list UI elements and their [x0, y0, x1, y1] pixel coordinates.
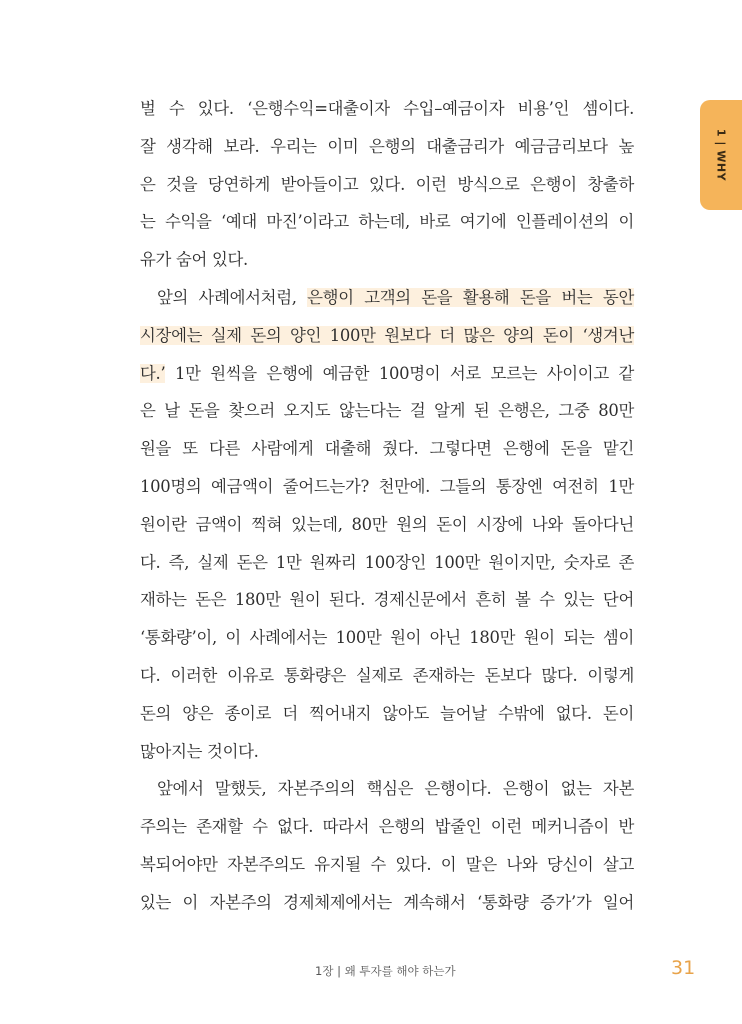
text-segment: ‘통화량’이, 이 사례에서는 100만 원이 아닌 180만 원이 되는 셈이	[140, 628, 634, 648]
text-segment: 은 것을 당연하게 받아들이고 있다. 이런 방식으로 은행이 창출하	[140, 174, 634, 194]
text-segment: 앞에서 말했듯, 자본주의의 핵심은 은행이다. 은행이 없는 자본	[157, 779, 634, 799]
text-line	[140, 241, 634, 279]
text-line	[140, 392, 634, 430]
text-line	[140, 128, 634, 166]
text-segment: 원이란 금액이 찍혀 있는데, 80만 원의 돈이 시장에 나와 돌아다닌	[140, 514, 634, 534]
text-segment: 은 날 돈을 찾으러 오지도 않는다는 걸 알게 된 은행은, 그중 80만	[140, 401, 634, 421]
text-line	[140, 770, 634, 808]
page-number: 31	[671, 957, 696, 979]
chapter-side-tab	[700, 100, 742, 210]
text-line	[140, 506, 634, 544]
text-line	[140, 619, 634, 657]
text-segment: 유가 숨어 있다.	[140, 250, 248, 270]
highlighted-text: 은행이 고객의 돈을 활용해 돈을 버는 동안	[307, 287, 635, 307]
text-line	[140, 884, 634, 922]
text-segment: 잘 생각해 보라. 우리는 이미 은행의 대출금리가 예금금리보다 높	[140, 136, 634, 156]
text-segment: 재하는 돈은 180만 원이 된다. 경제신문에서 흔히 볼 수 있는 단어	[140, 590, 634, 610]
text-line	[140, 355, 634, 393]
text-segment: 1만 원씩을 은행에 예금한 100명이 서로 모르는 사이이고 같	[165, 363, 634, 383]
text-segment: 앞의 사례에서처럼,	[157, 287, 308, 307]
paragraph-2	[140, 279, 634, 770]
text-line	[140, 166, 634, 204]
text-segment: 복되어야만 자본주의도 유지될 수 있다. 이 말은 나와 당신이 살고	[140, 854, 634, 874]
paragraph-1	[140, 90, 634, 279]
text-segment: 100명의 예금액이 줄어드는가? 천만에. 그들의 통장엔 여전히 1만	[140, 476, 634, 496]
text-line	[140, 203, 634, 241]
text-segment: 다. 즉, 실제 돈은 1만 원짜리 100장인 100만 원이지만, 숫자로 존	[140, 552, 634, 572]
body-text	[140, 90, 634, 922]
text-line	[140, 846, 634, 884]
text-segment: 는 수익을 ‘예대 마진’이라고 하는데, 바로 여기에 인플레이션의 이	[140, 212, 634, 232]
text-line	[140, 544, 634, 582]
text-segment: 다. 이러한 이유로 통화량은 실제로 존재하는 돈보다 많다. 이렇게	[140, 665, 634, 685]
text-line	[140, 657, 634, 695]
text-line	[140, 733, 634, 771]
text-segment: 주의는 존재할 수 없다. 따라서 은행의 밥줄인 이런 메커니즘이 반	[140, 817, 634, 837]
text-line	[140, 468, 634, 506]
text-line	[140, 317, 634, 355]
text-segment: 있는 이 자본주의 경제체제에서는 계속해서 ‘통화량 증가’가 일어	[140, 892, 634, 912]
text-segment: 많아지는 것이다.	[140, 741, 259, 761]
text-line	[140, 90, 634, 128]
paragraph-3	[140, 770, 634, 921]
text-segment: 벌 수 있다. ‘은행수익=대출이자 수입–예금이자 비용’인 셈이다.	[140, 99, 634, 118]
text-line	[140, 581, 634, 619]
text-segment: 돈의 양은 종이로 더 찍어내지 않아도 늘어날 수밖에 없다. 돈이	[140, 703, 634, 723]
text-line	[140, 695, 634, 733]
highlighted-text: 다.’	[140, 363, 166, 383]
chapter-side-tab-label: 1 | WHY	[714, 128, 728, 182]
highlighted-text: 시장에는 실제 돈의 양인 100만 원보다 더 많은 양의 돈이 ‘생겨난	[140, 325, 634, 345]
text-segment: 원을 또 다른 사람에게 대출해 줬다. 그렇다면 은행에 돈을 맡긴	[140, 439, 634, 459]
text-line	[140, 279, 634, 317]
running-footer-chapter: 1장 | 왜 투자를 해야 하는가	[315, 964, 456, 978]
text-line	[140, 430, 634, 468]
text-line	[140, 808, 634, 846]
